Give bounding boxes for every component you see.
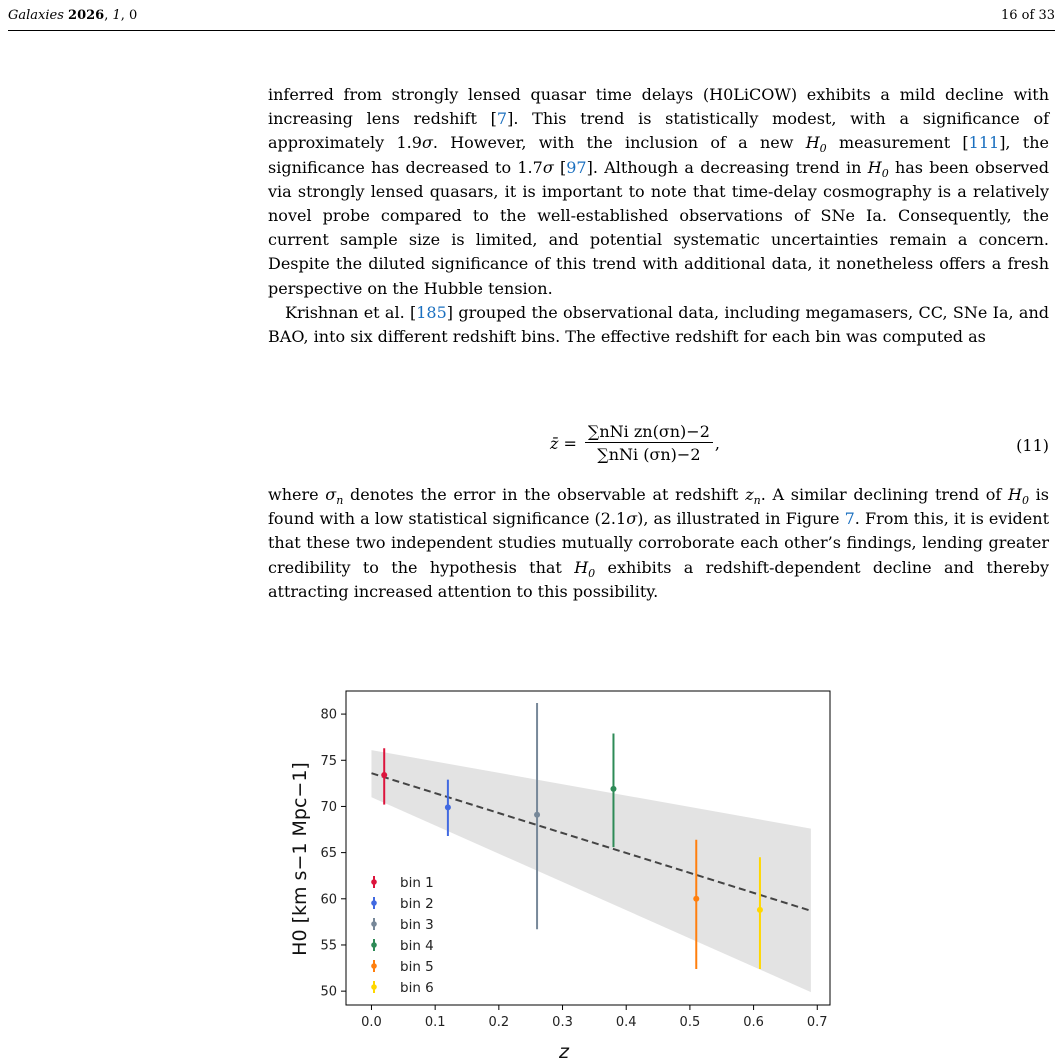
paragraph-2: [268, 301, 1049, 349]
p1-text-6: [: [553, 157, 567, 177]
journal-name: Galaxies: [8, 8, 64, 23]
citation-link[interactable]: 185: [416, 302, 447, 322]
y-tick-label: 70: [320, 799, 337, 815]
data-point-2: [445, 804, 451, 810]
x-tick-label: 0.3: [552, 1015, 573, 1030]
figure-7: [270, 688, 850, 1064]
h0-redshift-chart: [270, 688, 850, 1064]
paragraph-3: [268, 483, 1049, 604]
equation-numerator: ∑nNi zn(σn)−2: [585, 422, 713, 443]
figure-link[interactable]: 7: [844, 509, 855, 529]
y-tick-label: 75: [320, 753, 337, 769]
legend-label-6: bin 6: [400, 980, 434, 996]
data-point-1: [381, 772, 387, 778]
journal-citation: Galaxies 2026, 1, 0: [8, 8, 138, 23]
math-sigma: σ: [542, 157, 554, 177]
data-point-5: [693, 896, 699, 902]
citation-link[interactable]: 97: [566, 157, 587, 177]
math-h0: $H_0$: [574, 557, 596, 580]
p1-text-4: measurement [: [826, 133, 969, 153]
legend-label-1: bin 1: [400, 875, 434, 891]
p3-text-4: is found with a low statistical significance (2.1: [268, 485, 1049, 529]
y-tick-label: 50: [320, 984, 337, 1000]
x-axis-label: z: [559, 1041, 569, 1063]
journal-year: 2026: [68, 8, 105, 23]
citation-link[interactable]: 7: [496, 109, 508, 129]
math-sigma: σ: [421, 133, 433, 153]
y-tick-label: 60: [320, 892, 337, 908]
legend-label-2: bin 2: [400, 896, 434, 912]
data-point-3: [534, 812, 540, 818]
legend-label-4: bin 4: [400, 938, 434, 954]
p3-text-1: where: [268, 485, 326, 504]
page-header: [8, 6, 1055, 31]
legend-dot-6: [371, 984, 377, 990]
x-tick-label: 0.1: [424, 1015, 446, 1030]
legend-dot-4: [371, 942, 377, 948]
journal-volume: 1: [112, 8, 121, 23]
p1-text-1: inferred from strongly lensed quasar time delays (H0LiCOW) exhibits a mild decline with increasing lens redshift [: [268, 85, 1049, 129]
body-text: [268, 83, 1049, 349]
legend-dot-3: [371, 921, 377, 927]
data-point-4: [610, 786, 616, 792]
body-text-continued: [268, 483, 1049, 604]
p1-text-5: ], the significance has decreased to 1.7: [268, 133, 1049, 177]
p3-text-7: exhibits a redshift-dependent decline and thereby attracting increased attention to this possibility.: [268, 557, 1049, 601]
equation-11: [268, 420, 1049, 478]
data-point-6: [757, 907, 763, 913]
x-tick-label: 0.6: [743, 1015, 764, 1030]
math-sigma-n: $\sigma_n$: [325, 485, 344, 508]
paragraph-1: [268, 83, 1049, 301]
p1-text-3: . However, with the inclusion of a new: [432, 133, 806, 153]
y-tick-label: 65: [320, 846, 337, 862]
p2-text-2: ] grouped the observational data, including megamasers, CC, SNe Ia, and BAO, into six different redshift bins. The effective redshift for each bin was computed as: [268, 302, 1049, 347]
equation-body: [550, 422, 720, 464]
x-tick-label: 0.0: [361, 1015, 382, 1030]
x-tick-label: 0.4: [615, 1015, 637, 1030]
citation-link[interactable]: 111: [968, 133, 1000, 153]
y-axis-label: H0 [km s−1 Mpc−1]: [289, 762, 311, 956]
p3-text-2: denotes the error in the observable at redshift: [343, 485, 746, 504]
y-tick-label: 55: [320, 938, 337, 954]
legend-dot-5: [371, 963, 377, 969]
equation-fraction: [585, 422, 713, 464]
math-h0: $H_0$: [805, 133, 827, 156]
p3-text-6: . From this, it is evident that these two independent studies mutually corroborate each other’s findings, lending greater credibility to the hypothesis that: [268, 509, 1050, 577]
y-tick-label: 80: [320, 707, 337, 723]
legend-dot-1: [371, 879, 377, 885]
x-tick-label: 0.5: [679, 1015, 701, 1030]
x-tick-label: 0.2: [488, 1015, 510, 1030]
p3-text-3: . A similar declining trend of: [760, 485, 1009, 504]
equation-trail: ,: [714, 433, 720, 453]
p1-text-2: ]. This trend is statistically modest, with a significance of approximately 1.9: [268, 109, 1050, 153]
math-sigma: σ: [626, 509, 638, 529]
p1-text-7: ]. Although a decreasing trend in: [586, 157, 868, 177]
legend-label-3: bin 3: [400, 917, 434, 933]
equation-denominator: ∑nNi (σn)−2: [597, 445, 701, 464]
math-h0: $H_0$: [1008, 485, 1029, 508]
legend-label-5: bin 5: [400, 959, 434, 975]
p2-text-1: Krishnan et al. [: [285, 302, 417, 322]
p1-text-8: has been observed via strongly lensed quasars, it is important to note that time-delay cosmography is a relatively novel probe compared to the well-established observations of SNe Ia. Consequently, the current sample size is limited, and potential systematic uncertainties remain a concern. Despite the diluted significance of this trend with additional data, it nonetheless offers a fresh perspective on the Hubble tension.: [268, 157, 1049, 298]
p3-text-5: ), as illustrated in Figure: [637, 509, 845, 529]
x-tick-label: 0.7: [806, 1015, 828, 1030]
page-number: 16 of 33: [1001, 8, 1055, 23]
legend-dot-2: [371, 900, 377, 906]
math-h0: $H_0$: [867, 157, 889, 180]
math-z-n: $z_n$: [745, 485, 761, 508]
equation-lhs: z̄ =: [550, 433, 577, 453]
journal-article: , 0: [120, 8, 138, 23]
confidence-band: [371, 750, 810, 992]
equation-number: (11): [1016, 436, 1049, 455]
